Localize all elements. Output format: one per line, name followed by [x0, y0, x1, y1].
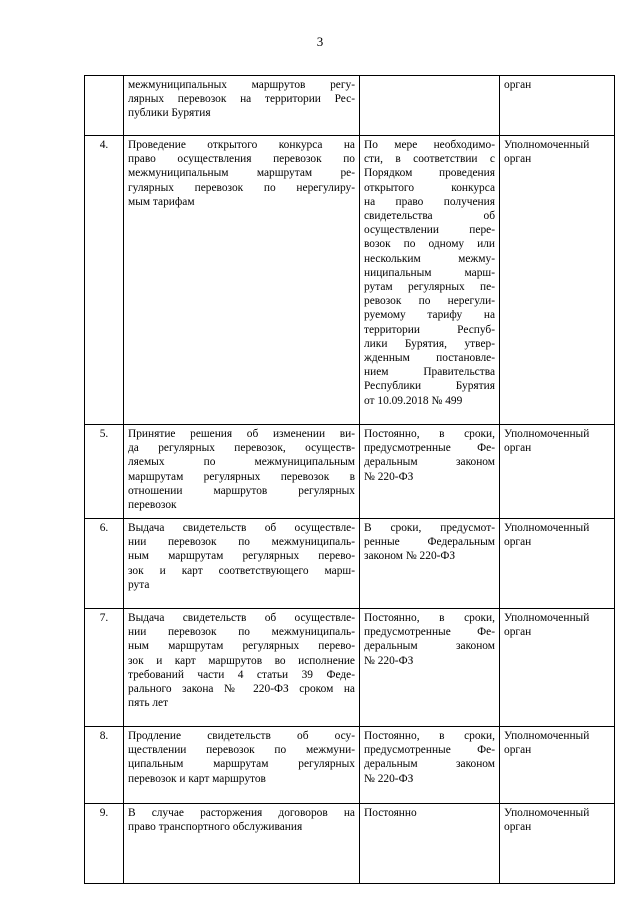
- cell-line: ляемых по межмуниципальным: [128, 456, 355, 469]
- row-number: 9.: [85, 804, 124, 884]
- cell-line: право транспортного обслуживания: [128, 821, 303, 834]
- cell-line: орган: [504, 626, 532, 639]
- cell-line: орган: [504, 536, 532, 549]
- cell-line: территории Респуб-: [364, 323, 495, 336]
- table-row: [85, 519, 615, 609]
- cell-line: сти, в соответствии с: [364, 153, 495, 166]
- cell-line: Уполномоченный: [504, 522, 590, 534]
- cell-line: предусмотренные Фе-: [364, 442, 495, 455]
- cell-line: перевозок: [128, 499, 177, 512]
- cell-line: По мере необходимо-: [364, 139, 495, 151]
- activity-description: [124, 609, 360, 727]
- cell-line: открытого конкурса: [364, 181, 495, 194]
- row-number: 8.: [85, 727, 124, 804]
- cell-line: Уполномоченный: [504, 139, 590, 151]
- activity-deadline: [360, 727, 500, 804]
- table-row: [85, 804, 615, 884]
- cell-line: Постоянно, в сроки,: [364, 428, 495, 440]
- table-row: [85, 425, 615, 519]
- cell-line: Уполномоченный: [504, 730, 590, 742]
- responsible-party: [500, 609, 615, 727]
- activity-description: [124, 519, 360, 609]
- cell-line: публики Бурятия: [128, 107, 211, 120]
- cell-line: руемому тарифу на: [364, 309, 495, 322]
- activity-description: [124, 804, 360, 884]
- cell-line: рального закона № 220-ФЗ сроком на: [128, 683, 355, 696]
- cell-line: лярных перевозок на территории Рес-: [128, 93, 355, 106]
- cell-line: Проведение открытого конкурса на: [128, 139, 355, 151]
- cell-line: ципальным маршрутам регулярных: [128, 758, 355, 771]
- cell-line: Уполномоченный: [504, 428, 590, 440]
- cell-line: пять лет: [128, 697, 169, 710]
- cell-line: № 220-ФЗ: [364, 654, 414, 667]
- cell-line: ренные Федеральным: [364, 536, 495, 549]
- cell-line: Принятие решения об изменении ви-: [128, 428, 355, 440]
- cell-line: да регулярных перевозок, осуществ-: [128, 442, 355, 455]
- row-number: 5.: [85, 425, 124, 519]
- cell-line: осуществлении пере-: [364, 224, 495, 237]
- cell-line: Уполномоченный: [504, 612, 590, 624]
- table-row: [85, 727, 615, 804]
- row-number: 6.: [85, 519, 124, 609]
- cell-line: В сроки, предусмот-: [364, 522, 495, 534]
- cell-line: нескольким межму-: [364, 252, 495, 265]
- cell-line: ществлении перевозок по межмуни-: [128, 744, 355, 757]
- activity-deadline: [360, 136, 500, 425]
- cell-line: орган: [504, 744, 532, 757]
- cell-line: от 10.09.2018 № 499: [364, 394, 463, 407]
- cell-line: маршрутам регулярных перевозок в: [128, 470, 355, 483]
- cell-line: деральным законом: [364, 758, 495, 771]
- cell-line: отношении маршрутов регулярных: [128, 484, 355, 497]
- cell-line: гулярных перевозок по нерегулиру-: [128, 181, 355, 194]
- cell-line: свидетельства об: [364, 210, 495, 223]
- cell-line: требований части 4 статьи 39 Феде-: [128, 668, 355, 681]
- cell-line: № 220-ФЗ: [364, 772, 414, 785]
- table-row: [85, 76, 615, 136]
- activity-deadline: [360, 425, 500, 519]
- cell-line: № 220-ФЗ: [364, 470, 414, 483]
- row-number: 7.: [85, 609, 124, 727]
- cell-line: Порядком проведения: [364, 167, 495, 180]
- cell-line: Постоянно, в сроки,: [364, 730, 495, 742]
- cell-line: зок и карт соответствующего марш-: [128, 564, 355, 577]
- cell-line: Выдача свидетельств об осуществле-: [128, 612, 355, 624]
- cell-line: мым тарифам: [128, 195, 195, 208]
- activity-deadline: [360, 519, 500, 609]
- cell-line: Продление свидетельств об осу-: [128, 730, 355, 742]
- cell-line: зок и карт маршрутов во исполнение: [128, 654, 355, 667]
- cell-line: предусмотренные Фе-: [364, 744, 495, 757]
- cell-line: возок по одному или: [364, 238, 495, 251]
- responsible-party: [500, 727, 615, 804]
- cell-line: орган: [504, 442, 532, 455]
- cell-line: нии перевозок по межмуниципаль-: [128, 626, 355, 639]
- cell-line: ным маршрутам регулярных перево-: [128, 640, 355, 653]
- cell-line: ниципальным марш-: [364, 266, 495, 279]
- cell-line: жденным постановле-: [364, 352, 495, 365]
- activity-description: [124, 727, 360, 804]
- schedule-table: [84, 75, 615, 884]
- cell-line: ревозок по нерегули-: [364, 295, 495, 308]
- responsible-party: [500, 76, 615, 136]
- cell-line: межмуниципальным маршрутам ре-: [128, 167, 355, 180]
- table-row: [85, 609, 615, 727]
- cell-line: рутам регулярных пе-: [364, 281, 495, 294]
- activity-description: [124, 425, 360, 519]
- cell-line: орган: [504, 79, 532, 91]
- cell-line: право осуществления перевозок по: [128, 153, 355, 166]
- activity-description: [124, 136, 360, 425]
- cell-line: Выдача свидетельств об осуществле-: [128, 522, 355, 534]
- activity-description: [124, 76, 360, 136]
- responsible-party: [500, 136, 615, 425]
- cell-line: Постоянно, в сроки,: [364, 612, 495, 624]
- cell-line: лики Бурятия, утвер-: [364, 337, 495, 350]
- table-body: [85, 76, 615, 884]
- cell-line: деральным законом: [364, 456, 495, 469]
- responsible-party: [500, 425, 615, 519]
- cell-line: орган: [504, 821, 532, 834]
- cell-line: рута: [128, 578, 150, 591]
- cell-line: законом № 220-ФЗ: [364, 550, 456, 563]
- page-number: 3: [316, 34, 324, 49]
- cell-line: Уполномоченный: [504, 807, 590, 819]
- activity-deadline: [360, 804, 500, 884]
- row-number: [85, 76, 124, 136]
- cell-line: орган: [504, 153, 532, 166]
- cell-line: В случае расторжения договоров на: [128, 807, 355, 819]
- table-row: [85, 136, 615, 425]
- responsible-party: [500, 804, 615, 884]
- cell-line: межмуниципальных маршрутов регу-: [128, 79, 355, 91]
- cell-line: предусмотренные Фе-: [364, 626, 495, 639]
- cell-line: Республики Бурятия: [364, 380, 495, 393]
- row-number: 4.: [85, 136, 124, 425]
- cell-line: нием Правительства: [364, 366, 495, 379]
- cell-line: нии перевозок по межмуниципаль-: [128, 536, 355, 549]
- activity-deadline: [360, 76, 500, 136]
- cell-line: перевозок и карт маршрутов: [128, 772, 266, 785]
- responsible-party: [500, 519, 615, 609]
- activity-deadline: [360, 609, 500, 727]
- cell-line: ным маршрутам регулярных перево-: [128, 550, 355, 563]
- cell-line: на право получения: [364, 195, 495, 208]
- cell-line: деральным законом: [364, 640, 495, 653]
- cell-line: Постоянно: [364, 807, 417, 819]
